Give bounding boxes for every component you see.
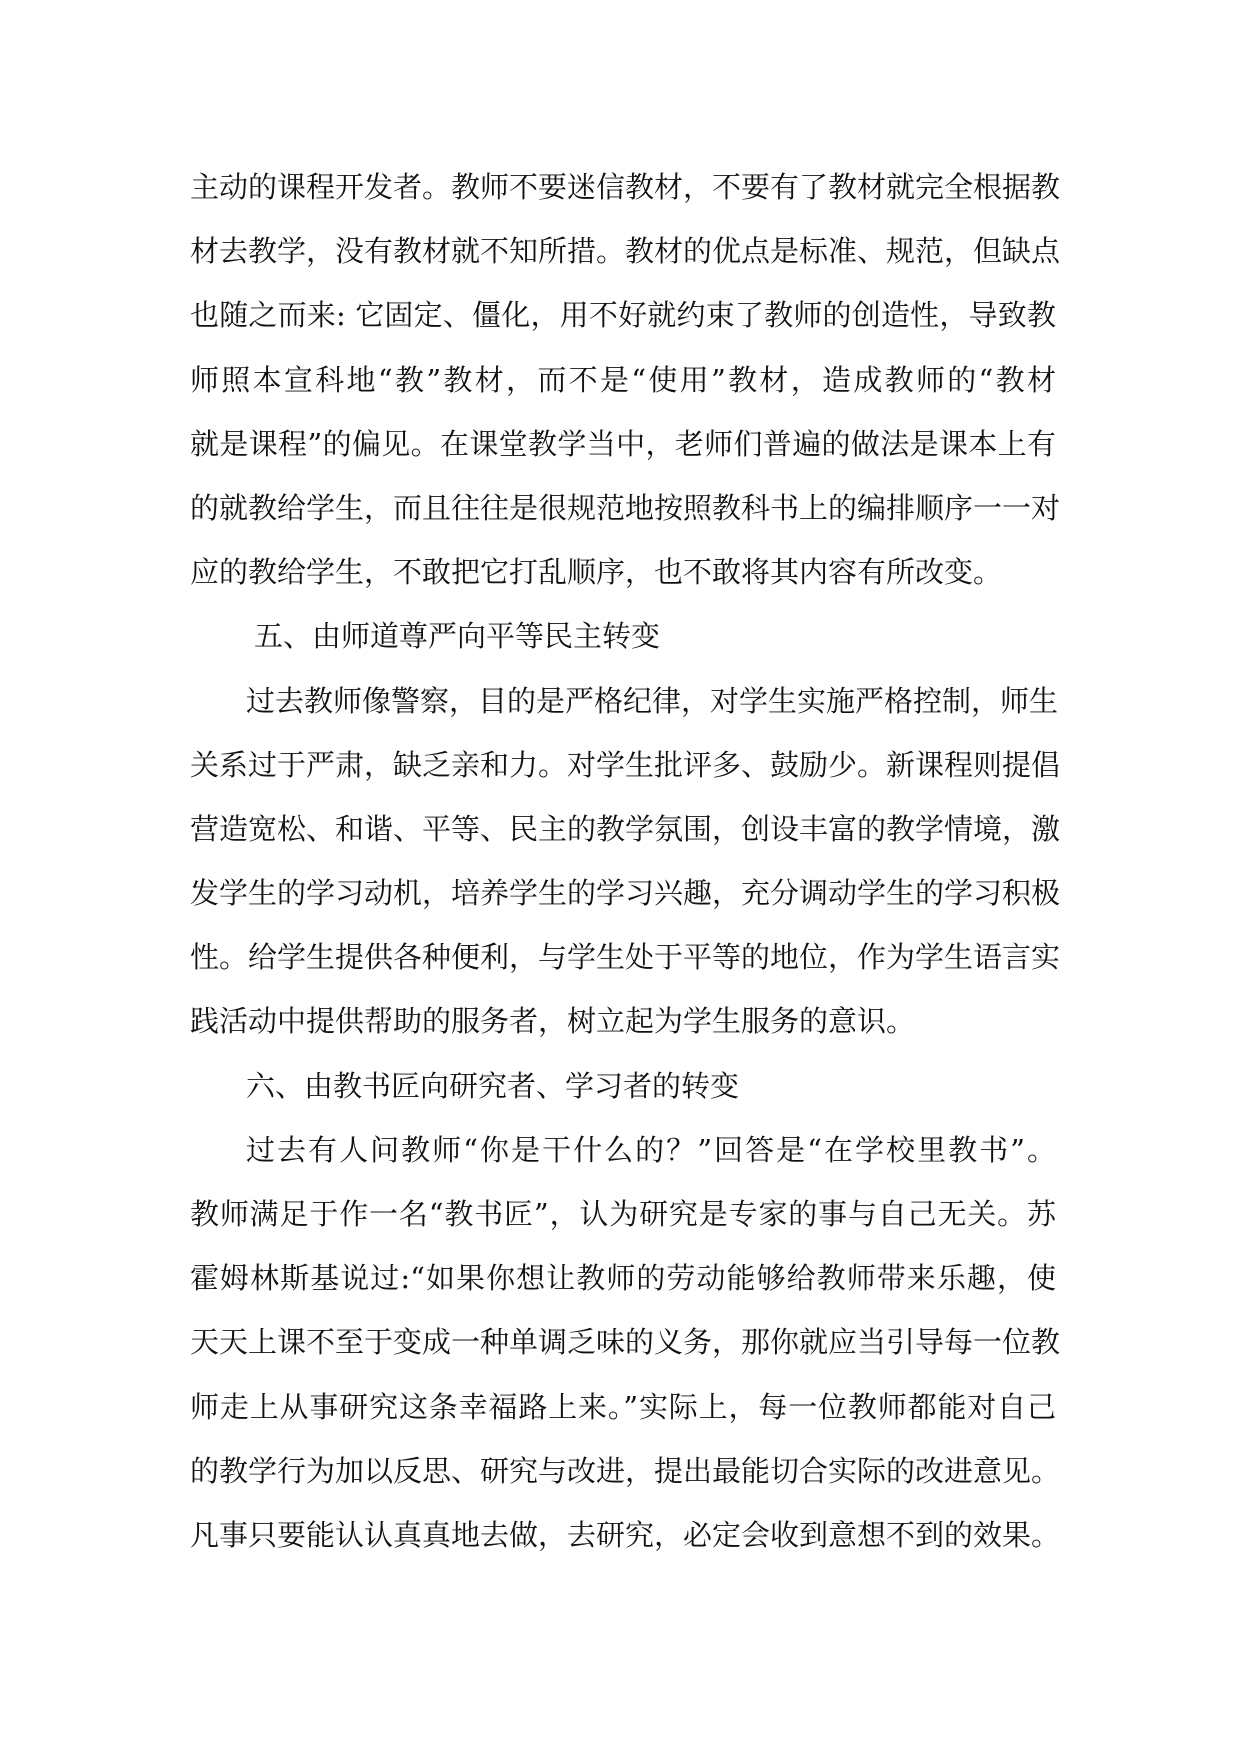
paragraph-line: 过去教师像警察，目的是严格纪律，对学生实施严格控制，师生 [246,683,1059,718]
paragraph-line: 的教学行为加以反思、研究与改进，提出最能切合实际的改进意见。 [190,1453,1061,1488]
paragraph-line: 也随之而来: 它固定、僵化，用不好就约束了教师的创造性，导致教 [190,298,1056,333]
paragraph-line: 应的教给学生，不敢把它打乱顺序，也不敢将其内容有所改变。 [190,555,1003,590]
paragraph-line: 教师满足于作一名“教书匠”，认为研究是专家的事与自己无关。苏 [190,1197,1056,1231]
paragraph-line: 师照本宣科地“教”教材，而不是“使用”教材，造成教师的“教材 [190,362,1056,397]
paragraph-line: 材去教学，没有教材就不知所措。教材的优点是标准、规范，但缺点 [190,234,1061,269]
paragraph-line: 天天上课不至于变成一种单调乏味的义务，那你就应当引导每一位教 [190,1325,1061,1360]
paragraph-line: 营造宽松、和谐、平等、民主的教学氛围，创设丰富的教学情境，激 [190,811,1061,846]
paragraph-line: 过去有人问教师“你是干什么的？”回答是“在学校里教书”。 [246,1132,1056,1167]
paragraph-line: 的就教给学生，而且往往是很规范地按照教科书上的编排顺序一一对 [190,490,1061,525]
paragraph-line: 凡事只要能认认真真地去做，去研究，必定会收到意想不到的效果。 [190,1517,1061,1552]
document-page [190,155,1061,1567]
paragraph-line: 发学生的学习动机，培养学生的学习兴趣，充分调动学生的学习积极 [190,876,1061,911]
paragraph-line: 关系过于严肃，缺乏亲和力。对学生批评多、鼓励少。新课程则提倡 [190,747,1061,782]
paragraph-line: 就是课程”的偏见。在课堂教学当中，老师们普遍的做法是课本上有 [190,426,1056,461]
section-heading: 五、由师道尊严向平等民主转变 [254,619,661,654]
paragraph-line: 性。给学生提供各种便利，与学生处于平等的地位，作为学生语言实 [190,940,1061,975]
paragraph-line: 践活动中提供帮助的服务者，树立起为学生服务的意识。 [190,1004,916,1039]
paragraph-line: 霍姆林斯基说过:“如果你想让教师的劳动能够给教师带来乐趣，使 [190,1261,1056,1296]
paragraph-line: 师走上从事研究这条幸福路上来。”实际上，每一位教师都能对自己 [190,1389,1056,1424]
section-heading: 六、由教书匠向研究者、学习者的转变 [246,1068,740,1103]
paragraph-line: 主动的课程开发者。教师不要迷信教材，不要有了教材就完全根据教 [190,170,1061,204]
